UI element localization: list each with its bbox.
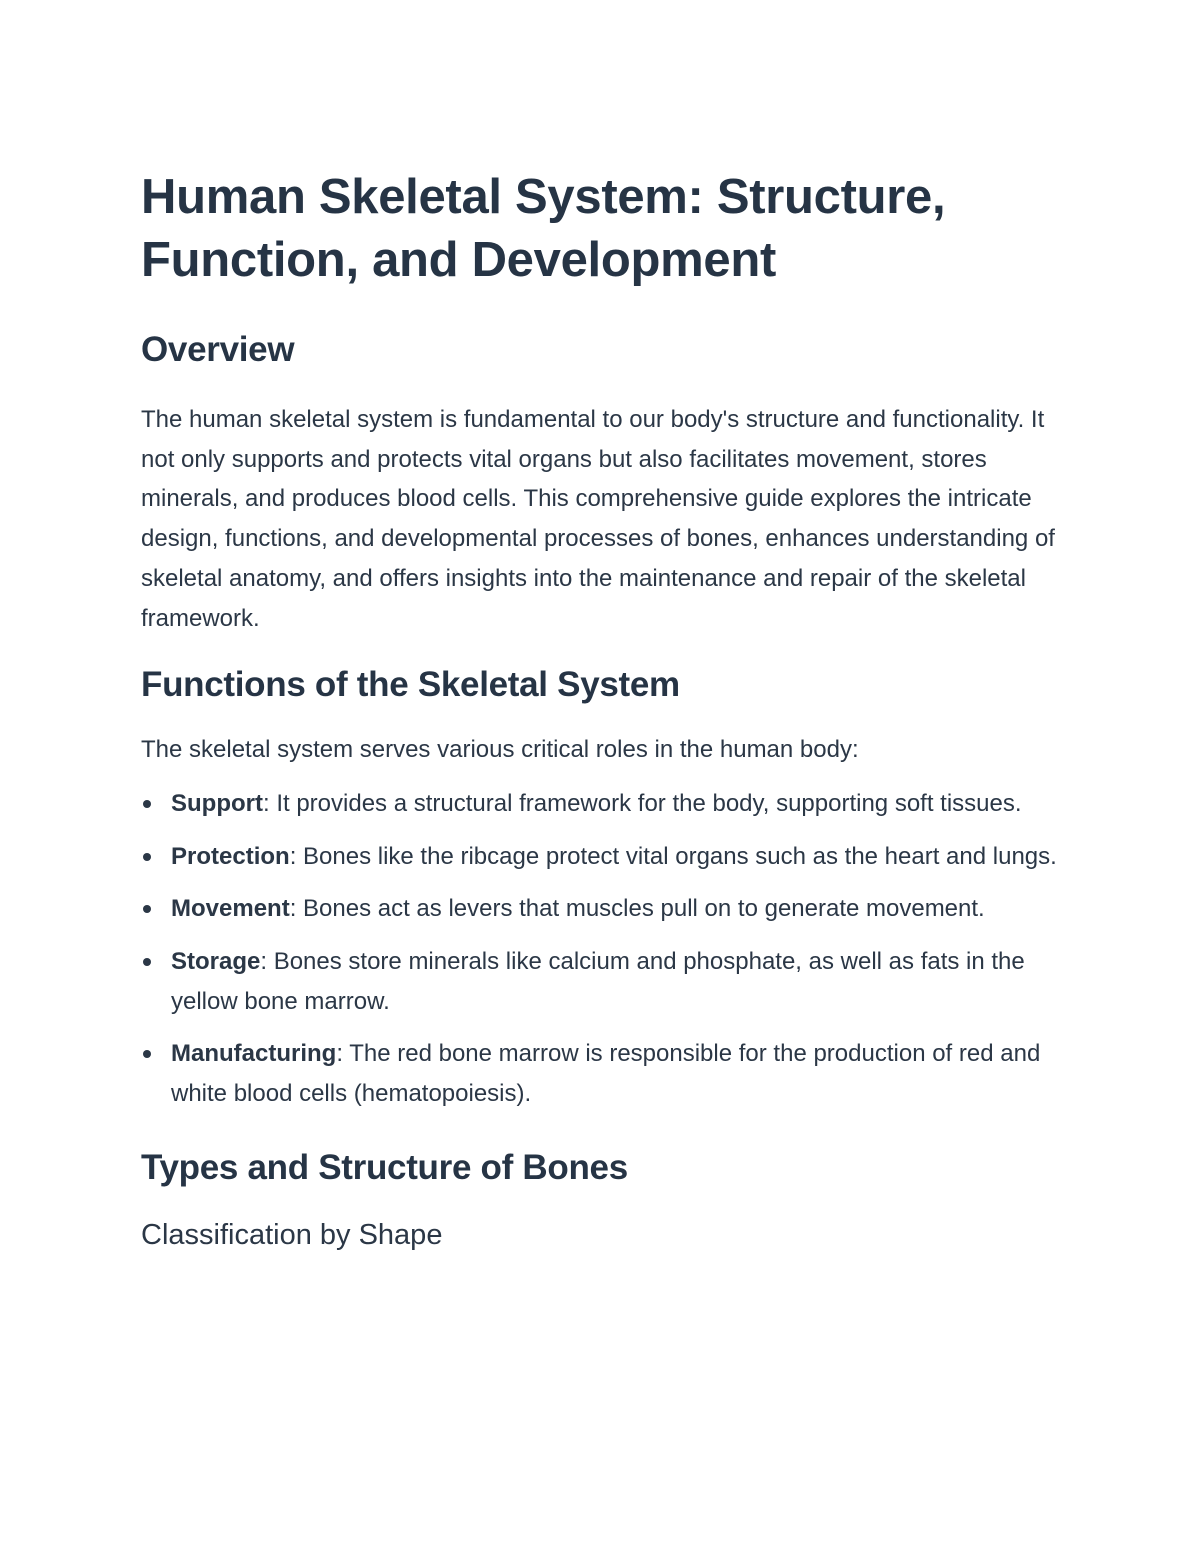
list-item-term: Protection [171,842,290,870]
list-item [141,889,1061,929]
document-title: Human Skeletal System: Structure, Function, and Development [141,170,946,287]
list-item [141,784,1061,824]
bullet-icon [143,905,151,913]
overview-paragraph: The human skeletal system is fundamental to our body's structure and functionality. It not only supports and protects vital organs but also facilitates movement, stores minerals, and produces blood cells. This comprehensive guide explores the intricate design, functions, and developmental processes of bones, enhances understanding of skeletal anatomy, and offers insights into the maintenance and repair of the skeletal framework. [141,406,1055,632]
list-item-text: : Bones like the ribcage protect vital organs such as the heart and lungs. [289,842,1057,870]
list-item-term: Storage [171,948,261,976]
functions-list [141,784,1061,1114]
list-item-text: : Bones store minerals like calcium and phosphate, as well as fats in the yellow bone marrow. [171,948,1025,1015]
list-item-term: Movement [171,895,290,923]
list-item [141,837,1061,877]
bullet-icon [143,853,151,861]
list-item-text: : Bones act as levers that muscles pull on to generate movement. [289,895,985,923]
overview-heading: Overview [141,330,295,369]
list-item-term: Support [171,789,263,817]
list-item-text: : The red bone marrow is responsible for the production of red and white blood cells (hematopoiesis). [171,1040,1041,1108]
bullet-icon [143,958,151,966]
list-item [141,1034,1061,1113]
functions-heading: Functions of the Skeletal System [141,665,680,705]
functions-intro: The skeletal system serves various critical roles in the human body: [141,736,859,764]
classification-subheading: Classification by Shape [141,1218,443,1251]
list-item-term: Manufacturing [171,1040,337,1068]
document-page [141,166,1061,1254]
types-heading: Types and Structure of Bones [141,1147,628,1187]
list-item-text: : It provides a structural framework for the body, supporting soft tissues. [262,789,1022,817]
bullet-icon [143,800,151,808]
bullet-icon [143,1050,151,1058]
list-item [141,942,1061,1021]
